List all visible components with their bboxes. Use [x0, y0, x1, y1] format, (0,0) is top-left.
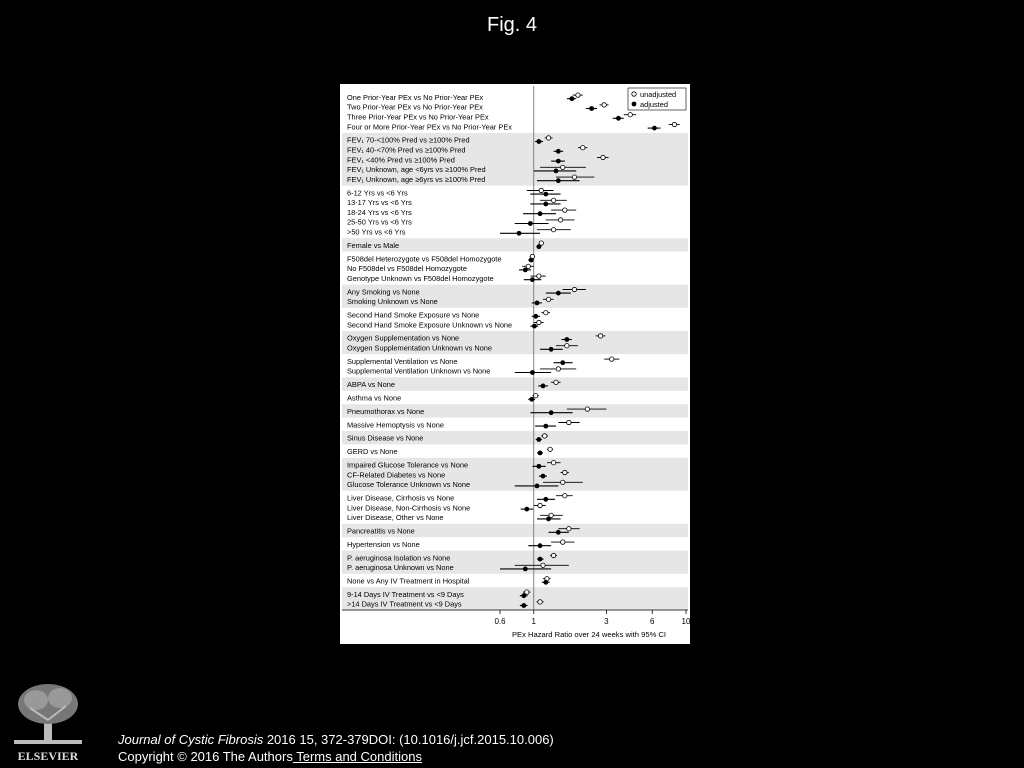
point-unadjusted: [572, 175, 576, 179]
row-label: Three Prior-Year PEx vs No Prior-Year PEx: [347, 112, 489, 122]
row-label: Female vs Male: [347, 240, 400, 250]
point-adjusted: [543, 202, 548, 207]
point-adjusted: [543, 192, 548, 197]
point-adjusted: [530, 370, 535, 375]
point-unadjusted: [539, 188, 543, 192]
point-adjusted: [517, 231, 522, 236]
row-label: CF-Related Diabetes vs None: [347, 470, 446, 480]
point-adjusted: [535, 484, 540, 489]
row-label: FEV₁ Unknown, age ≥6yrs vs ≥100% Pred: [347, 174, 486, 184]
row-label: >14 Days IV Treatment vs <9 Days: [347, 599, 462, 609]
row-label: None vs Any IV Treatment in Hospital: [347, 576, 470, 586]
point-unadjusted: [601, 155, 605, 159]
point-adjusted: [564, 337, 569, 342]
row-label: Genotype Unknown vs F508del Homozygote: [347, 273, 494, 283]
x-tick-label: 0.6: [494, 617, 506, 626]
point-adjusted: [538, 557, 543, 562]
point-adjusted: [541, 384, 546, 389]
row-label: Oxygen Supplementation Unknown vs None: [347, 343, 493, 353]
point-adjusted: [538, 211, 543, 216]
point-adjusted: [528, 221, 533, 226]
row-label: GERD vs None: [347, 447, 398, 457]
row-label: P. aeruginosa Isolation vs None: [347, 553, 451, 563]
point-adjusted: [536, 464, 541, 469]
row-label: FEV₁ 70-<100% Pred vs ≥100% Pred: [347, 135, 470, 145]
point-unadjusted: [551, 461, 555, 465]
point-adjusted: [538, 451, 543, 456]
point-adjusted: [536, 244, 541, 249]
point-unadjusted: [602, 103, 606, 107]
point-adjusted: [530, 277, 535, 282]
point-unadjusted: [563, 470, 567, 474]
point-adjusted: [523, 567, 528, 572]
x-tick-label: 10: [681, 617, 690, 626]
point-unadjusted: [551, 553, 555, 557]
point-adjusted: [524, 507, 529, 512]
legend-marker-adjusted: [632, 102, 637, 107]
row-label: Two Prior-Year PEx vs No Prior-Year PEx: [347, 102, 483, 112]
point-adjusted: [529, 397, 534, 402]
x-tick-label: 6: [650, 617, 655, 626]
point-adjusted: [538, 543, 543, 548]
point-unadjusted: [537, 320, 541, 324]
forest-plot: [340, 84, 690, 644]
row-label: Liver Disease, Non-Cirrhosis vs None: [347, 503, 471, 513]
row-label: Second Hand Smoke Exposure Unknown vs None: [347, 320, 513, 330]
row-label: Massive Hemoptysis vs None: [347, 420, 444, 430]
point-unadjusted: [565, 344, 569, 348]
legend-marker-unadjusted: [632, 92, 636, 96]
row-label: No F508del vs F508del Homozygote: [347, 264, 467, 274]
point-adjusted: [560, 360, 565, 365]
point-adjusted: [543, 580, 548, 585]
point-adjusted: [589, 106, 594, 111]
legend: [628, 88, 686, 110]
point-adjusted: [529, 258, 534, 263]
point-adjusted: [533, 314, 538, 319]
point-unadjusted: [556, 367, 560, 371]
point-adjusted: [536, 437, 541, 442]
row-label: FEV₁ <40% Pred vs ≥100% Pred: [347, 155, 455, 165]
point-unadjusted: [538, 600, 542, 604]
point-adjusted: [543, 424, 548, 429]
point-adjusted: [556, 178, 561, 183]
point-adjusted: [616, 116, 621, 121]
row-label: Liver Disease, Cirrhosis vs None: [347, 493, 455, 503]
point-unadjusted: [543, 434, 547, 438]
elsevier-logo: [8, 680, 88, 764]
point-adjusted: [549, 410, 554, 415]
point-unadjusted: [558, 218, 562, 222]
point-unadjusted: [538, 503, 542, 507]
copyright-text: Copyright © 2016 The Authors: [118, 749, 293, 764]
point-unadjusted: [541, 563, 545, 567]
point-unadjusted: [526, 264, 530, 268]
citation-line: [118, 731, 554, 748]
point-unadjusted: [537, 274, 541, 278]
row-label: Impaired Glucose Tolerance vs None: [347, 460, 469, 470]
point-unadjusted: [581, 146, 585, 150]
row-label: P. aeruginosa Unknown vs None: [347, 563, 454, 573]
row-label: Four or More Prior-Year PEx vs No Prior-Year PEx: [347, 122, 512, 132]
row-label: Oxygen Supplementation vs None: [347, 333, 460, 343]
row-label: Asthma vs None: [347, 393, 402, 403]
row-label: Supplemental Ventilation vs None: [347, 356, 458, 366]
point-unadjusted: [561, 540, 565, 544]
point-unadjusted: [544, 311, 548, 315]
legend-label-adjusted: adjusted: [640, 100, 668, 109]
publisher-name: ELSEVIER: [17, 749, 79, 763]
point-unadjusted: [628, 113, 632, 117]
point-adjusted: [556, 291, 561, 296]
row-label: Sinus Disease vs None: [347, 433, 424, 443]
point-unadjusted: [561, 480, 565, 484]
row-label: 6-12 Yrs vs <6 Yrs: [347, 188, 408, 198]
row-label: Hypertension vs None: [347, 539, 420, 549]
row-label: Pancreatitis vs None: [347, 526, 415, 536]
point-unadjusted: [563, 494, 567, 498]
row-label: Supplemental Ventilation Unknown vs None: [347, 366, 491, 376]
point-adjusted: [549, 347, 554, 352]
point-adjusted: [535, 301, 540, 306]
row-label: One Prior-Year PEx vs No Prior-Year PEx: [347, 92, 484, 102]
row-label: Smoking Unknown vs None: [347, 297, 438, 307]
point-unadjusted: [567, 527, 571, 531]
point-adjusted: [521, 593, 526, 598]
point-unadjusted: [576, 93, 580, 97]
point-adjusted: [556, 159, 561, 164]
point-adjusted: [652, 126, 657, 131]
row-label: 13-17 Yrs vs <6 Yrs: [347, 198, 412, 208]
legend-label-unadjusted: unadjusted: [640, 90, 677, 99]
point-adjusted: [532, 324, 537, 329]
forest-plot-svg: [340, 84, 690, 644]
row-label: Any Smoking vs None: [347, 287, 420, 297]
row-label: 9-14 Days IV Treatment vs <9 Days: [347, 589, 464, 599]
point-unadjusted: [598, 334, 602, 338]
point-unadjusted: [546, 297, 550, 301]
terms-link[interactable]: Terms and Conditions: [292, 749, 422, 764]
point-unadjusted: [554, 380, 558, 384]
copyright-line: [118, 748, 554, 765]
citation: [118, 731, 554, 765]
point-adjusted: [521, 603, 526, 608]
point-unadjusted: [551, 228, 555, 232]
row-label: 25-50 Yrs vs <6 Yrs: [347, 217, 412, 227]
point-unadjusted: [567, 420, 571, 424]
x-axis-label: PEx Hazard Ratio over 24 weeks with 95% CI: [511, 630, 667, 639]
row-label: Glucose Tolerance Unknown vs None: [347, 480, 471, 490]
journal-name: Journal of Cystic Fibrosis: [118, 732, 264, 747]
point-adjusted: [569, 96, 574, 101]
row-label: 18-24 Yrs vs <6 Yrs: [347, 207, 412, 217]
point-unadjusted: [563, 208, 567, 212]
point-unadjusted: [546, 136, 550, 140]
x-tick-label: 3: [604, 617, 609, 626]
point-adjusted: [536, 139, 541, 144]
row-label: FEV₁ 40-<70% Pred vs ≥100% Pred: [347, 145, 466, 155]
point-adjusted: [556, 530, 561, 535]
point-adjusted: [543, 497, 548, 502]
point-adjusted: [546, 517, 551, 522]
citation-details: 2016 15, 372-379DOI: (10.1016/j.jcf.2015.10.006): [263, 732, 554, 747]
point-adjusted: [523, 268, 528, 273]
point-unadjusted: [609, 357, 613, 361]
figure-title: Fig. 4: [486, 14, 538, 36]
row-label: F508del Heterozygote vs F508del Homozygote: [347, 254, 502, 264]
point-unadjusted: [672, 122, 676, 126]
point-unadjusted: [585, 407, 589, 411]
row-label: Pneumothorax vs None: [347, 406, 425, 416]
x-tick-label: 1: [531, 617, 536, 626]
row-label: FEV₁ Unknown, age <6yrs vs ≥100% Pred: [347, 165, 486, 175]
point-unadjusted: [534, 394, 538, 398]
point-adjusted: [556, 149, 561, 154]
row-label: Second Hand Smoke Exposure vs None: [347, 310, 480, 320]
point-unadjusted: [525, 590, 529, 594]
point-unadjusted: [561, 165, 565, 169]
row-label: >50 Yrs vs <6 Yrs: [347, 227, 406, 237]
row-label: Liver Disease, Other vs None: [347, 513, 444, 523]
point-adjusted: [541, 474, 546, 479]
point-unadjusted: [572, 287, 576, 291]
point-unadjusted: [551, 198, 555, 202]
point-adjusted: [554, 169, 559, 174]
row-label: ABPA vs None: [347, 380, 395, 390]
point-unadjusted: [548, 447, 552, 451]
